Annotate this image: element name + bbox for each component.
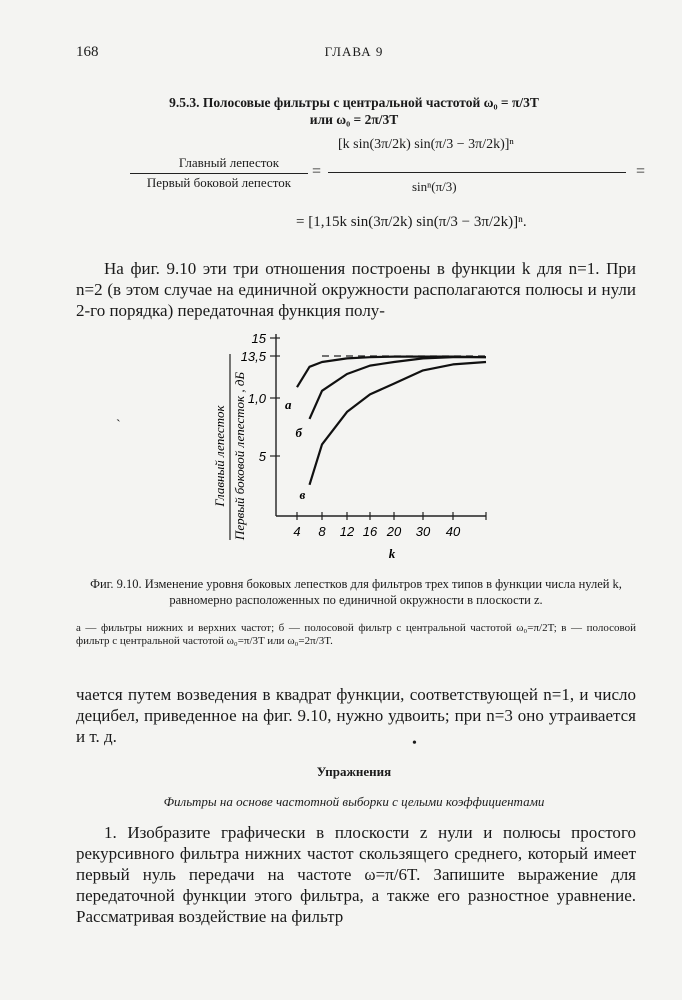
x-tick-label: 20 bbox=[386, 524, 402, 539]
equals-sign-trailing: = bbox=[636, 163, 646, 180]
y-tick-label: 15 bbox=[251, 331, 266, 346]
equals-sign: = bbox=[312, 163, 322, 180]
ink-dot: • bbox=[412, 736, 417, 751]
running-header bbox=[76, 44, 632, 66]
curve-label: а bbox=[285, 397, 292, 413]
label-fraction-line bbox=[130, 173, 308, 174]
curve-label: б bbox=[295, 424, 302, 440]
stray-mark: ˋ bbox=[116, 418, 121, 433]
paragraph-1: На фиг. 9.10 эти три отношения построены в функции k для n=1. При n=2 (в этом случае на единичной окружности располагаются полюсы и нули 2-го порядка) передаточная функция полу- bbox=[76, 259, 636, 320]
section-heading-line1: 9.5.3. Полосовые фильтры с центральной частотой ω₀ = π/3T bbox=[169, 95, 539, 110]
equation-denominator: sinⁿ(π/3) bbox=[412, 179, 457, 194]
equation-numerator: [k sin(3π/2k) sin(π/3 − 3π/2k)]ⁿ bbox=[338, 137, 514, 152]
exercise-1: 1. Изобразите графически в плоскости z нули и полюсы простого рекурсивного фильтра нижних частот скользящего среднего, который имеет первый нуль передачи на частоте ω=π/6T. Запишите выражение для передаточной функции этого фильтра, а также его разностное уравнение. Рассматривая воздействие на фильтр bbox=[76, 823, 636, 926]
chapter-title: ГЛАВА 9 bbox=[324, 44, 384, 59]
y-tick-label: 1,0 bbox=[247, 391, 266, 406]
curve-label: в bbox=[299, 486, 306, 502]
figure-legend: а — фильтры нижних и верхних частот; б — полосовой фильтр с центральной частотой ω₀=π/2T; в — полосовой фильтр с центральной частотой ω₀=π/3T или ω₀=2π/3T. bbox=[76, 622, 636, 647]
sidelobe-chart bbox=[196, 326, 496, 570]
y-axis-label bbox=[212, 354, 247, 541]
section-heading-line2: или ω₀ = 2π/3T bbox=[309, 112, 399, 127]
equation-result: = [1,15k sin(3π/2k) sin(π/3 − 3π/2k)]ⁿ. bbox=[296, 214, 527, 230]
figure-caption: Фиг. 9.10. Изменение уровня боковых лепестков для фильтров трех типов в функции числа нулей k, равномерно расположенных по единичной окружности в плоскости z. bbox=[90, 577, 622, 607]
x-axis-label: k bbox=[388, 546, 396, 561]
x-tick-label: 40 bbox=[445, 524, 461, 539]
axes bbox=[276, 334, 486, 516]
y-axis-label-line1: Главный лепесток bbox=[212, 405, 227, 507]
x-tick-label: 8 bbox=[318, 524, 326, 539]
y-tick-label: 13,5 bbox=[240, 349, 266, 364]
ratio-equation bbox=[76, 135, 646, 255]
y-axis-label-line2: Первый боковой лепесток , дБ bbox=[232, 371, 247, 541]
section-heading bbox=[76, 94, 632, 128]
side-lobe-label: Первый боковой лепесток bbox=[146, 175, 292, 190]
x-tick-label: 4 bbox=[293, 524, 301, 539]
curve-б bbox=[310, 357, 487, 419]
x-tick-label: 16 bbox=[362, 524, 378, 539]
paragraph-2: чается путем возведения в квадрат функции, соответствующей n=1, и число децибел, приведенное на фиг. 9.10, нужно удвоить; при n=3 оно утраивается и т. д. bbox=[76, 685, 636, 746]
equation-fraction-line bbox=[328, 172, 626, 173]
main-lobe-label: Главный лепесток bbox=[178, 155, 280, 170]
exercises-subheading: Фильтры на основе частотной выборки с целыми коэффициентами bbox=[163, 794, 545, 809]
curves bbox=[285, 356, 486, 502]
figure-9-10 bbox=[196, 326, 496, 570]
y-tick-label: 5 bbox=[258, 449, 266, 464]
curve-а bbox=[297, 357, 486, 388]
x-tick-label: 12 bbox=[339, 524, 355, 539]
exercises-heading: Упражнения bbox=[316, 764, 392, 779]
x-tick-label: 30 bbox=[415, 524, 431, 539]
page-number: 168 bbox=[76, 44, 99, 60]
